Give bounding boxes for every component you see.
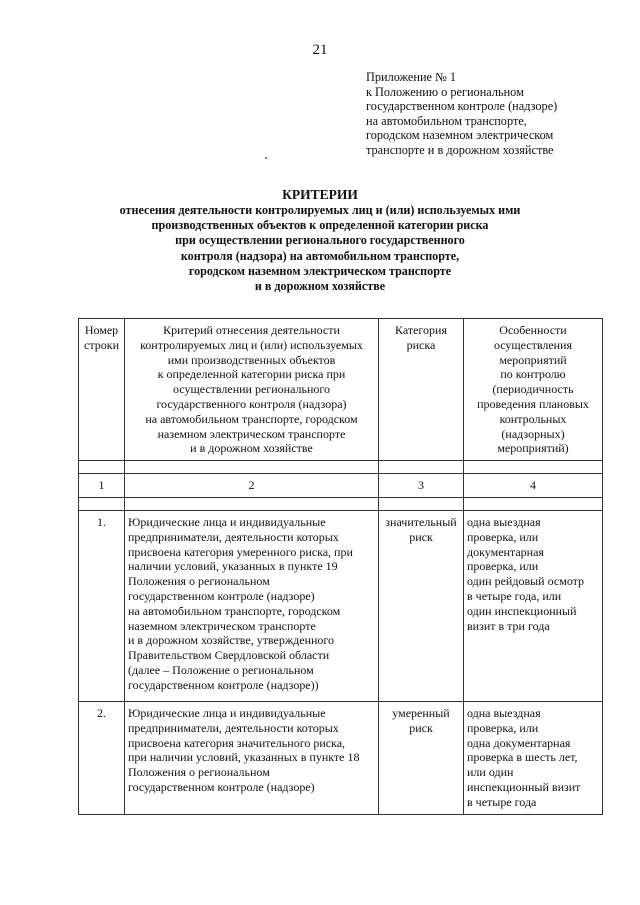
cell-text-line: одна выездная — [467, 705, 541, 720]
header-cell — [125, 319, 379, 461]
cell-text-line: проверка, или — [467, 720, 539, 735]
cell-text-line: государственном контроле (надзоре) — [128, 588, 315, 603]
cell-text-line: мероприятий) — [497, 441, 569, 456]
cell-text-line: к определенной категории риска при — [157, 367, 346, 382]
category-cell — [379, 510, 464, 701]
subtitle-line: городском наземном электрическом транспорте — [188, 263, 452, 278]
cell-text-line: и в дорожном хозяйстве, утвержденного — [128, 633, 335, 648]
cell-text-line: один инспекционный — [467, 603, 577, 618]
cell-text-line: при наличии условий, указанных в пункте 18 — [128, 750, 360, 765]
appendix-line: на автомобильном транспорте, — [366, 113, 527, 128]
subtitle-line: отнесения деятельности контролируемых лиц и (или) используемых ими — [119, 203, 521, 217]
cell-text-line: Категория — [395, 323, 447, 337]
page-number: 21 — [312, 42, 328, 58]
cell-text-line: Положения о региональном — [128, 574, 270, 589]
appendix-note — [366, 70, 636, 158]
cell-text-line: предприниматели, деятельности которых — [128, 720, 339, 735]
appendix-line: к Положению о региональном — [366, 84, 524, 99]
appendix-line: транспорте и в дорожном хозяйстве — [366, 142, 554, 157]
table-header-row — [79, 319, 603, 461]
cell-text-line: значительный — [385, 514, 457, 529]
criteria-table — [78, 318, 603, 815]
cell-text-line: государственном контроле (надзоре)) — [128, 677, 319, 692]
document-title: КРИТЕРИИ — [282, 187, 358, 202]
cell-text-line: проверка в шесть лет, — [467, 750, 578, 765]
header-cell — [379, 319, 464, 461]
features-cell — [464, 701, 603, 814]
cell-text-line: умеренный — [392, 705, 450, 720]
row-number-cell: 1. — [79, 510, 125, 701]
cell-text-line: одна выездная — [467, 514, 541, 529]
column-number-cell: 3 — [379, 474, 464, 498]
cell-text-line: на автомобильном транспорте, городском — [128, 603, 341, 618]
category-cell — [379, 701, 464, 814]
cell-text-line: осуществлении регионального — [172, 382, 331, 397]
cell-text-line: мероприятий — [499, 352, 567, 367]
cell-text-line: проверка, или — [467, 559, 539, 574]
table-row — [79, 701, 603, 814]
column-number-cell: 1 — [79, 474, 125, 498]
subtitle-line: производственных объектов к определенной категории риска — [151, 218, 489, 233]
cell-text-line: контролируемых лиц и (или) используемых — [140, 337, 363, 352]
cell-text-line: риск — [409, 529, 433, 544]
cell-text-line: (далее – Положение о региональном — [128, 662, 314, 677]
cell-text-line: риск — [409, 720, 433, 735]
cell-text-line: наличии условий, указанных в пункте 19 — [128, 559, 338, 574]
cell-text-line: ими производственных объектов — [167, 352, 336, 367]
appendix-line: государственном контроле (надзоре) — [366, 99, 558, 114]
subtitle-line: и в дорожном хозяйстве — [254, 279, 386, 294]
cell-text-line: документарная — [467, 544, 544, 559]
criterion-cell — [125, 510, 379, 701]
cell-text-line: или один — [467, 765, 514, 780]
subtitle-line: контроля (надзора) на автомобильном транспорте, — [180, 248, 460, 263]
header-cell — [79, 319, 125, 461]
cell-text-line: наземном электрическом транспорте — [128, 618, 316, 633]
cell-text-line: один рейдовый осмотр — [467, 574, 585, 589]
cell-text-line: (надзорных) — [501, 426, 565, 441]
header-cell — [464, 319, 603, 461]
cell-text-line: (периодичность — [492, 382, 574, 397]
cell-text-line: Юридические лица и индивидуальные — [128, 705, 326, 720]
cell-text-line: на автомобильном транспорте, городском — [145, 411, 358, 426]
cell-text-line: контрольных — [499, 411, 567, 426]
cell-text-line: присвоена категория умеренного риска, при — [128, 544, 353, 559]
cell-text-line: Правительством Свердловской области — [128, 648, 330, 663]
cell-text-line: Особенности — [499, 323, 567, 337]
cell-text-line: Номер — [84, 323, 119, 337]
table-spacer-row — [79, 497, 603, 510]
cell-text-line: государственном контроле (надзоре) — [128, 779, 315, 794]
cell-text-line: государственного контроля (надзора) — [156, 396, 347, 411]
cell-text-line: в четыре года, или — [467, 588, 562, 603]
criterion-cell — [125, 701, 379, 814]
cell-text-line: инспекционный визит — [467, 779, 581, 794]
column-number-cell: 4 — [464, 474, 603, 498]
row-number-cell: 2. — [79, 701, 125, 814]
cell-text-line: визит в три года — [467, 618, 550, 633]
document-subtitle — [0, 203, 640, 294]
cell-text-line: и в дорожном хозяйстве — [190, 441, 313, 456]
cell-text-line: в четыре года — [467, 794, 537, 809]
cell-text-line: осуществления — [493, 337, 573, 352]
column-number-row — [79, 474, 603, 498]
cell-text-line: предприниматели, деятельности которых — [128, 529, 339, 544]
cell-text-line: проверка, или — [467, 529, 539, 544]
cell-text-line: по контролю — [500, 367, 566, 382]
cell-text-line: Юридические лица и индивидуальные — [128, 514, 326, 529]
cell-text-line: присвоена категория значительного риска, — [128, 735, 346, 750]
cell-text-line: строки — [84, 337, 119, 352]
cell-text-line: проведения плановых — [477, 396, 589, 411]
scan-dot — [265, 157, 267, 159]
cell-text-line: Критерий отнесения деятельности — [163, 323, 340, 337]
subtitle-line: при осуществлении регионального государственного — [175, 233, 465, 248]
cell-text-line: одна документарная — [467, 735, 571, 750]
appendix-line: Приложение № 1 — [366, 70, 457, 84]
appendix-line: городском наземном электрическом — [366, 128, 554, 143]
column-number-cell: 2 — [125, 474, 379, 498]
table-spacer-row — [79, 461, 603, 474]
cell-text-line: наземном электрическом транспорте — [157, 426, 346, 441]
table-row — [79, 510, 603, 701]
cell-text-line: риска — [406, 337, 436, 352]
cell-text-line: Положения о региональном — [128, 765, 270, 780]
features-cell — [464, 510, 603, 701]
